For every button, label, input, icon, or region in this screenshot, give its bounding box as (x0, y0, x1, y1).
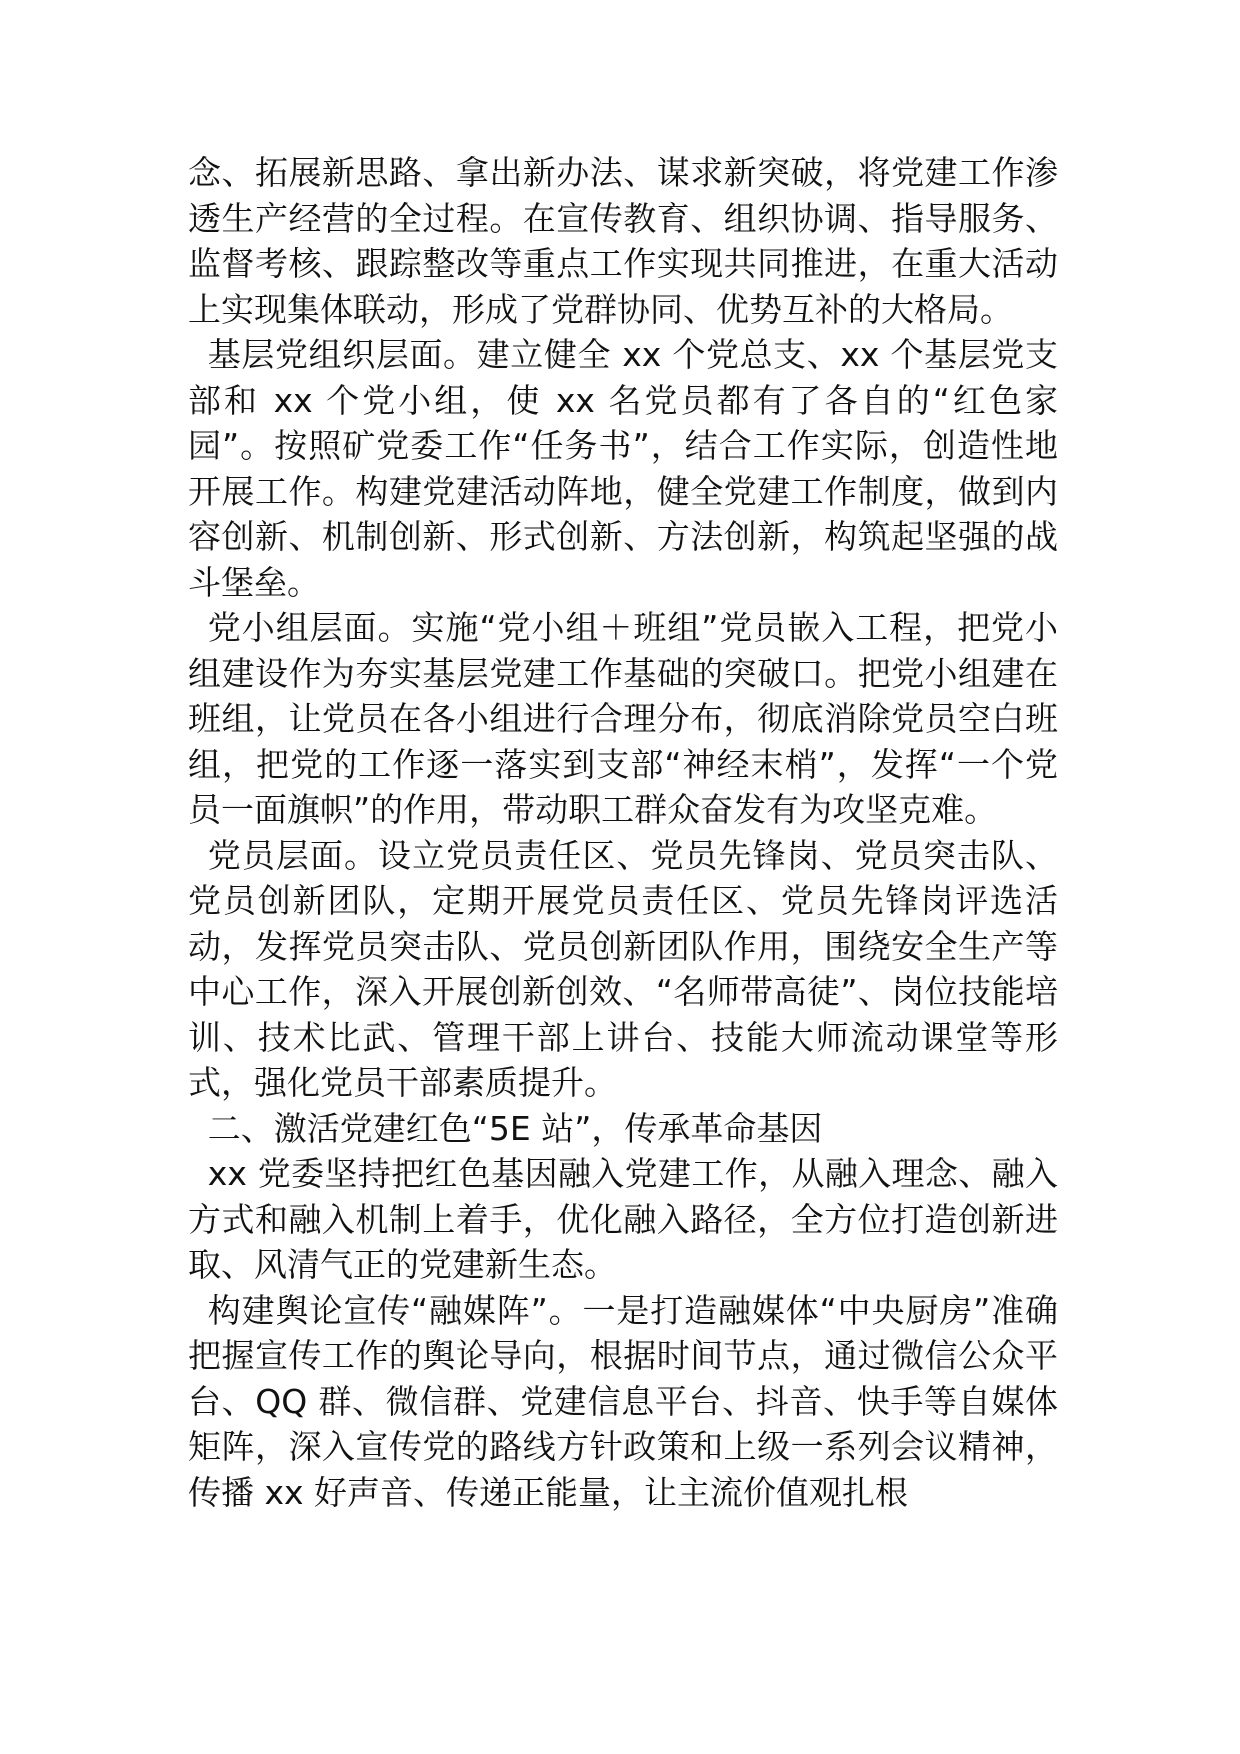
paragraph-red-gene: xx 党委坚持把红色基因融入党建工作，从融入理念、融入方式和融入机制上着手，优化融入路径，全方位打造创新进取、风清气正的党建新生态。 (188, 1154, 1058, 1284)
paragraph-party-member: 党员层面。设立党员责任区、党员先锋岗、党员突击队、党员创新团队，定期开展党员责任区、党员先锋岗评选活动，发挥党员突击队、党员创新团队作用，围绕安全生产等中心工作，深入开展创新创效、“名师带高徒”、岗位技能培训、技术比武、管理干部上讲台、技能大师流动课堂等形式，强化党员干部素质提升。 (188, 835, 1058, 1102)
document-body (188, 150, 1058, 1515)
section-heading-2: 二、激活党建红色“5E 站”，传承革命基因 (207, 1108, 823, 1148)
paragraph-media-matrix: 构建舆论宣传“融媒阵”。一是打造融媒体“中央厨房”准确把握宣传工作的舆论导向，根据时间节点，通过微信公众平台、QQ 群、微信群、党建信息平台、抖音、快手等自媒体矩阵，深入宣传党的路线方针政策和上级一系列会议精神，传播 xx 好声音、传递正能量，让主流价值观扎根 (188, 1290, 1058, 1512)
paragraph-continued: 念、拓展新思路、拿出新办法、谋求新突破，将党建工作渗透生产经营的全过程。在宣传教育、组织协调、指导服务、监督考核、跟踪整改等重点工作实现共同推进，在重大活动上实现集体联动，形成了党群协同、优势互补的大格局。 (188, 153, 1058, 329)
paragraph-party-group: 党小组层面。实施“党小组＋班组”党员嵌入工程，把党小组建设作为夯实基层党建工作基础的突破口。把党小组建在班组，让党员在各小组进行合理分布，彻底消除党员空白班组，把党的工作逐一落实到支部“神经末梢”，发挥“一个党员一面旗帜”的作用，带动职工群众奋发有为攻坚克难。 (188, 608, 1058, 829)
paragraph-grassroots-party-org: 基层党组织层面。建立健全 xx 个党总支、xx 个基层党支部和 xx 个党小组，使 xx 名党员都有了各自的“红色家园”。按照矿党委工作“任务书”，结合工作实际，创造性地开展工作。构建党建活动阵地，健全党建工作制度，做到内容创新、机制创新、形式创新、方法创新，构筑起坚强的战斗堡垒。 (188, 335, 1058, 602)
